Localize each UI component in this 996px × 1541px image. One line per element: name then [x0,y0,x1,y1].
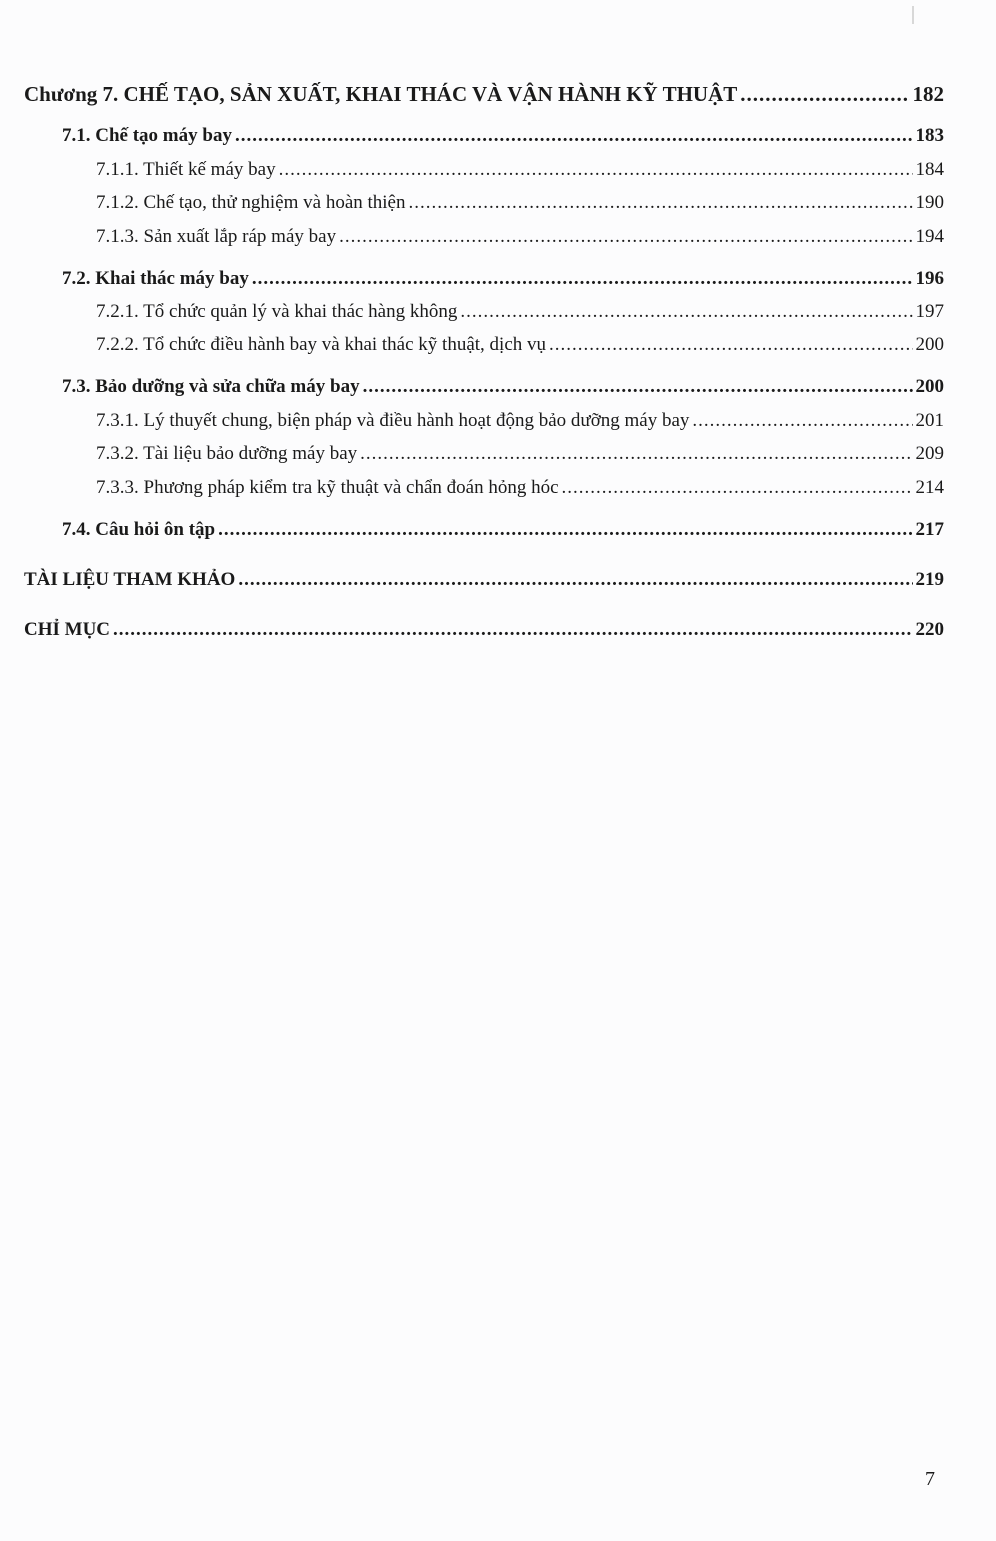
toc-page: 209 [915,443,944,464]
toc-entry [62,269,944,288]
toc-title: 7.3.2. Tài liệu bảo dưỡng máy bay [96,443,358,464]
toc-entry [62,520,944,539]
toc-page: 201 [915,410,944,431]
toc-page: 190 [915,192,944,213]
toc-title: 7.3. Bảo dưỡng và sửa chữa máy bay [62,376,360,397]
toc-title: 7.2. Khai thác máy bay [62,268,249,289]
toc-title: 7.1.2. Chế tạo, thử nghiệm và hoàn thiện [96,192,406,213]
toc-entry [96,411,944,430]
toc-leader [238,570,912,589]
toc-title: 7.3.1. Lý thuyết chung, biện pháp và điều hành hoạt động bảo dưỡng máy bay [96,410,690,431]
toc-chapter-7 [24,84,944,105]
page-number: 7 [925,1468,935,1490]
toc-title: CHỈ MỤC [24,619,111,640]
toc-entry [62,377,944,396]
toc-page: 197 [915,301,944,322]
toc-leader [409,193,913,212]
toc-page: 184 [915,159,944,180]
toc-page: 200 [915,334,944,355]
toc-leader [740,84,909,105]
toc-title: 7.2.1. Tổ chức quản lý và khai thác hàng không [96,301,458,322]
toc-page: 196 [915,268,944,289]
toc-title: 7.3.3. Phương pháp kiểm tra kỹ thuật và chẩn đoán hỏng hóc [96,477,559,498]
toc-title: 7.4. Câu hỏi ôn tập [62,519,216,540]
toc-page: 214 [915,477,944,498]
toc-entry [24,570,944,589]
toc-entry [24,620,944,639]
toc-leader [549,335,913,354]
toc-entry [96,335,944,354]
toc-leader [252,269,913,288]
toc-entry [62,126,944,145]
toc-page: 182 [912,82,944,106]
toc-leader [113,620,912,639]
toc-entry [96,478,944,497]
toc-leader [279,160,913,179]
toc-entry [96,227,944,246]
toc-leader [218,520,912,539]
toc-leader [460,302,912,321]
toc-title: 7.1. Chế tạo máy bay [62,125,232,146]
toc-title: 7.2.2. Tổ chức điều hành bay và khai thác kỹ thuật, dịch vụ [96,334,546,355]
toc-title: TÀI LIỆU THAM KHẢO [24,569,236,590]
toc-page: 200 [915,376,944,397]
toc-title: 7.1.1. Thiết kế máy bay [96,159,276,180]
toc-page: 219 [915,569,944,590]
scan-mark [912,6,914,24]
toc-leader [235,126,913,145]
toc-leader [692,411,912,430]
toc-entry [96,160,944,179]
toc-leader [339,227,912,246]
toc-page: 220 [915,619,944,640]
toc-page: 183 [915,125,944,146]
toc-page: 194 [915,226,944,247]
toc-leader [360,444,912,463]
toc-leader [363,377,913,396]
toc-entry [96,444,944,463]
toc-page: 217 [915,519,944,540]
toc-entry [96,193,944,212]
toc-title: Chương 7. CHẾ TẠO, SẢN XUẤT, KHAI THÁC VÀ VẬN HÀNH KỸ THUẬT [24,82,738,106]
toc-title: 7.1.3. Sản xuất lắp ráp máy bay [96,226,337,247]
toc-leader [562,478,913,497]
toc-entry [96,302,944,321]
